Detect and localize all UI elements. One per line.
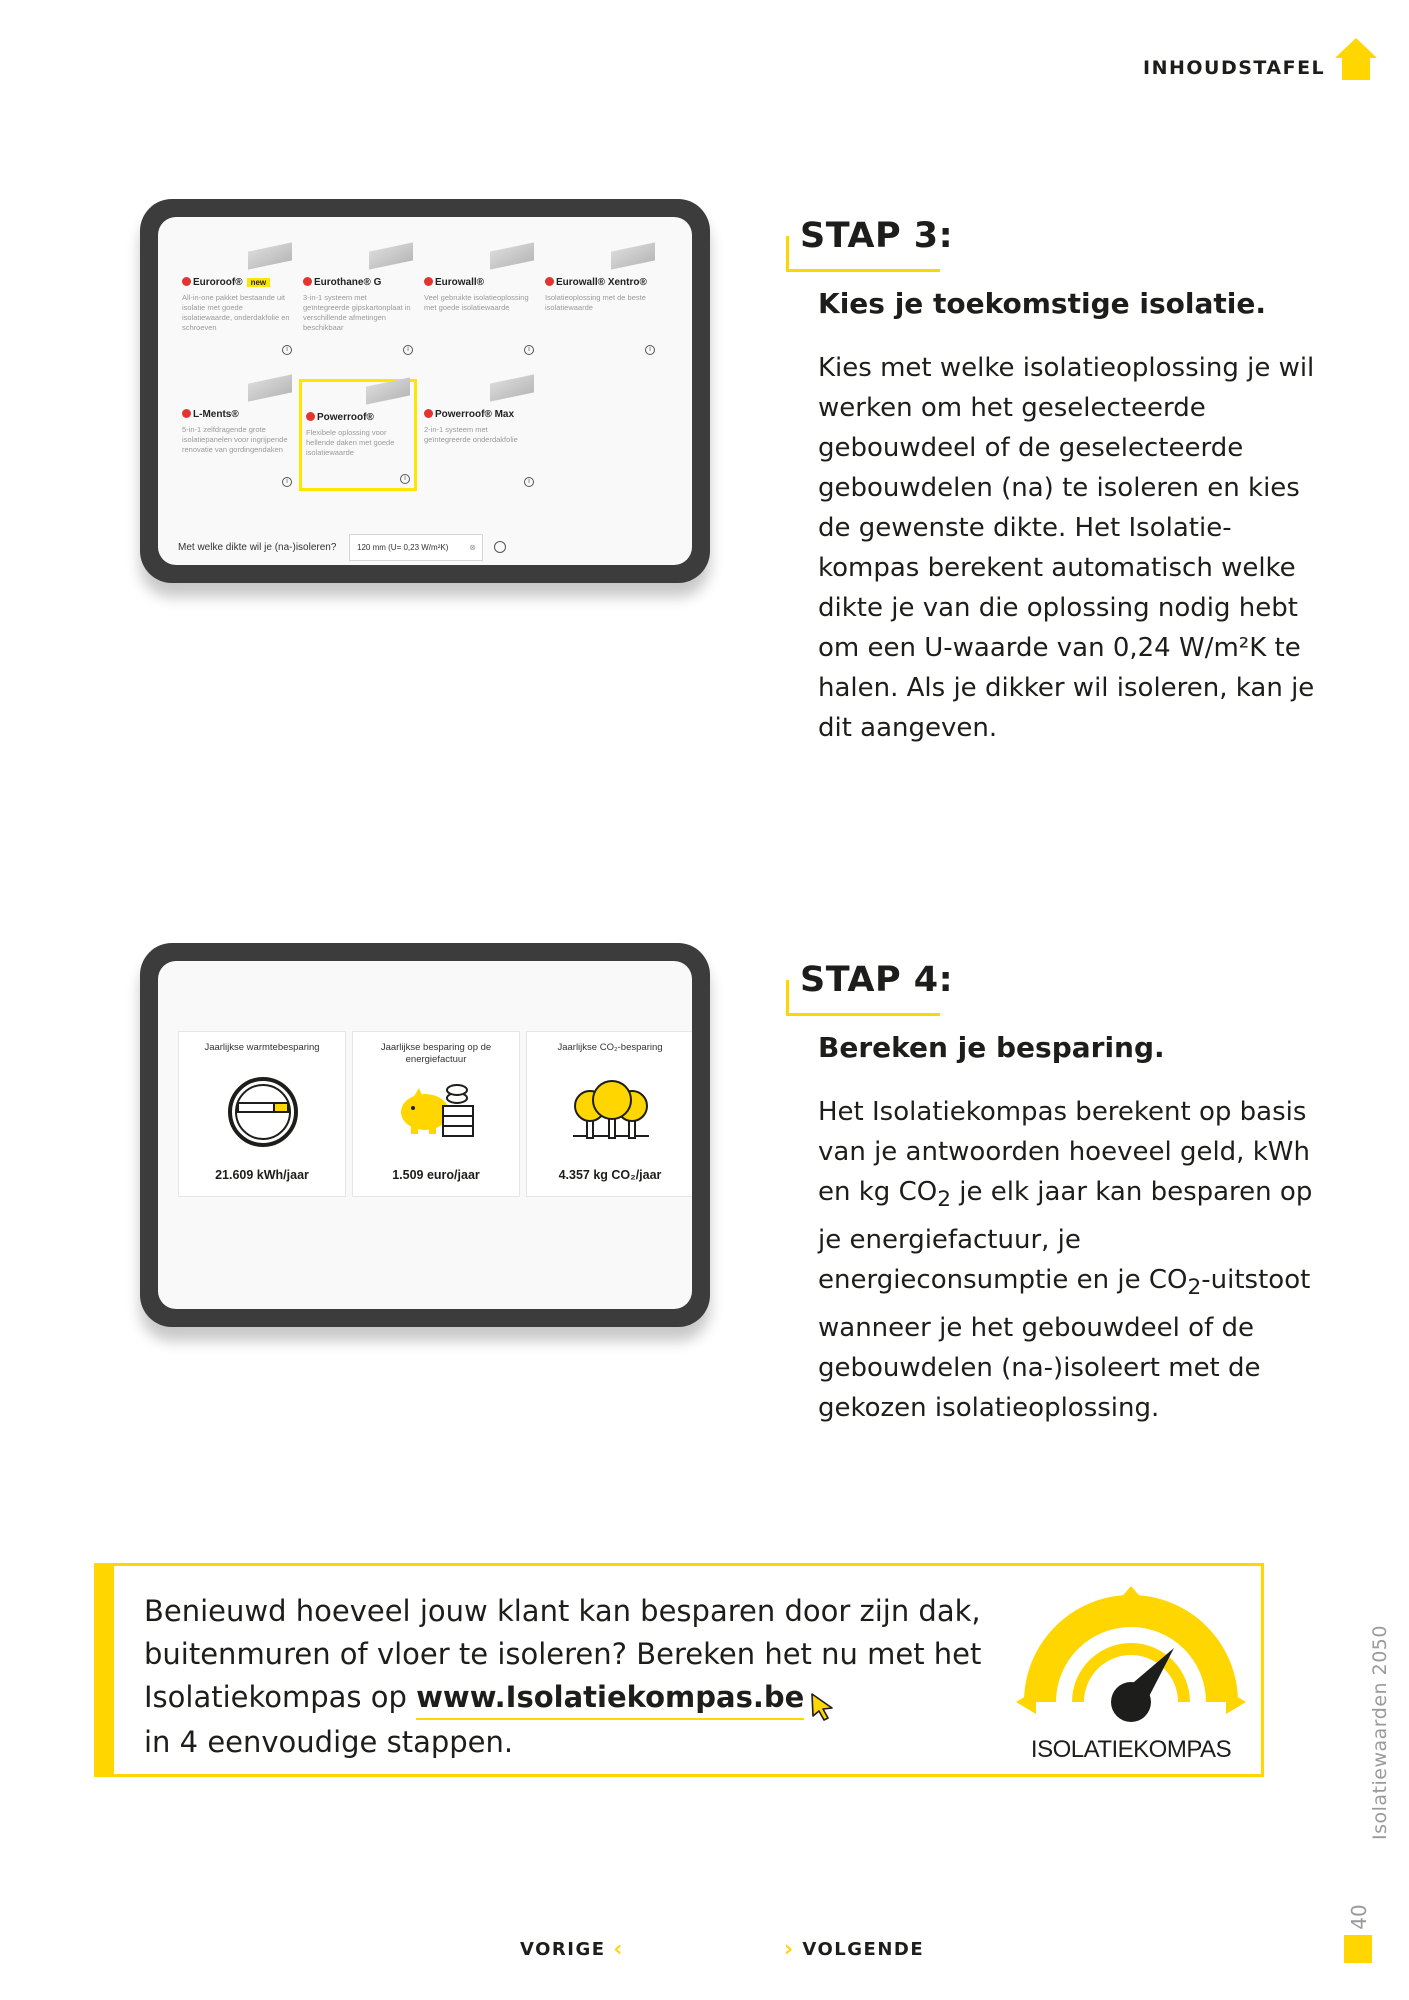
step3-body: Kies met welke isolatieoplossing je wil werken om het geselecteerde gebouwdeel of de geselecteerde gebouwdelen (na) te isoleren en kies de gewenste dikte. Het Isolatie-kompas berekent automatisch welke dikte je van die oplossing nodig hebt om een U-waarde van 0,24 W/m²K te halen. Als je dikker wil isoleren, kan je dit aangeven. (818, 353, 1315, 743)
product-card[interactable] (299, 247, 417, 359)
product-description: Flexibele oplossing voor hellende daken met goede isolatiewaarde (306, 428, 395, 457)
isolatiekompas-link[interactable]: www.Isolatiekompas.be (416, 1680, 804, 1720)
product-description: Veel gebruikte isolatieoplossing met goede isolatiewaarde (424, 293, 529, 312)
brand-dot-icon (182, 277, 191, 286)
screen-savings (158, 961, 692, 1309)
product-card[interactable] (178, 247, 296, 359)
product-thumbnail (366, 377, 410, 404)
toc-link[interactable]: INHOUDSTAFEL (1143, 57, 1326, 79)
info-icon[interactable]: i (400, 474, 410, 484)
info-icon[interactable]: i (282, 477, 292, 487)
tablet-screenshot-step4 (140, 943, 710, 1327)
product-description: 5-in-1 zelfdragende grote isolatiepanelen voor ingrijpende renovatie van gordingendaken (182, 425, 288, 454)
callout-text-before: Benieuwd hoeveel jouw klant kan besparen door zijn dak, buitenmuren of vloer te isoleren? Bereken het nu met het Isolatiekompas op (144, 1594, 982, 1714)
product-name: Eurothane® G (303, 277, 381, 288)
tablet-screenshot-step3 (140, 199, 710, 583)
step4-body: Het Isolatiekompas berekent op basis van je antwoorden hoeveel geld, kWh en kg $CO_2$ je elk jaar kan besparen op je energiefactuur, je energieconsumptie en je $CO_2$-uitstoot wanneer je het gebouwdeel of de gebouwdelen (na-)isoleert met de gekozen isolatieoplossing. (818, 1097, 1313, 1424)
product-description: 3-in-1 systeem met geïntegreerde gipskartonplaat in verschillende afmetingen beschikbaar (303, 293, 411, 332)
savings-card-title: Jaarlijkse CO₂-besparing (557, 1042, 663, 1053)
product-thumbnail (611, 242, 655, 269)
brand-dot-icon (182, 409, 191, 418)
info-icon[interactable]: i (645, 345, 655, 355)
step4-label: STAP 4: (800, 960, 954, 1000)
product-description: Isolatieoplossing met de beste isolatiewaarde (545, 293, 646, 312)
brand-dot-icon (303, 277, 312, 286)
gauge-icon (1016, 1584, 1246, 1734)
product-description: 2-in-1 systeem met geïntegreerde onderdakfolie (424, 425, 518, 444)
product-name: Euroroof® new (182, 277, 270, 288)
clear-icon[interactable]: ⊗ (469, 543, 476, 552)
info-icon[interactable]: i (524, 477, 534, 487)
previous-label: VORIGE (520, 1939, 606, 1960)
cursor-icon (808, 1691, 838, 1721)
callout-text-after: in 4 eenvoudige stappen. (144, 1725, 514, 1759)
previous-button[interactable] (520, 1937, 624, 1962)
info-icon[interactable] (494, 541, 506, 553)
callout-box (94, 1563, 1264, 1777)
savings-card-value: 1.509 euro/jaar (392, 1168, 480, 1182)
info-icon[interactable]: i (403, 345, 413, 355)
thickness-select[interactable] (349, 534, 483, 561)
brand-dot-icon (424, 409, 433, 418)
home-icon[interactable] (1334, 36, 1378, 82)
product-name: Powerroof® (306, 412, 374, 423)
brand-dot-icon (306, 412, 315, 421)
callout-text (144, 1590, 984, 1764)
chevron-left-icon: ‹ (613, 1937, 624, 1962)
thickness-value: 120 mm (U= 0,23 W/m²K) (357, 543, 449, 552)
step4-subtitle: Bereken je besparing. (818, 1031, 1165, 1064)
product-card[interactable] (178, 379, 296, 491)
step3-label: STAP 3: (800, 216, 954, 256)
product-thumbnail (369, 242, 413, 269)
product-thumbnail (248, 374, 292, 401)
product-description: All-in-one pakket bestaande uit isolatie met goede isolatiewaarde, onderdakfolie en schroeven (182, 293, 290, 332)
product-name: L-Ments® (182, 409, 239, 420)
brand-dot-icon (424, 277, 433, 286)
page-marker (1344, 1935, 1372, 1963)
step3-heading (800, 216, 953, 256)
screen-product-grid (158, 217, 692, 565)
thickness-label: Met welke dikte wil je (na-)isoleren? (178, 542, 337, 553)
trees-icon (571, 1076, 651, 1148)
savings-card-title: Jaarlijkse warmtebesparing (204, 1042, 320, 1053)
savings-card (178, 1031, 346, 1197)
product-card[interactable] (541, 247, 659, 359)
product-card[interactable] (299, 379, 417, 491)
next-label: VOLGENDE (802, 1939, 925, 1960)
product-thumbnail (248, 242, 292, 269)
chevron-right-icon: › (784, 1937, 795, 1962)
step4-corner-decoration (786, 980, 940, 1016)
document-title: Isolatiewaarden 2050 (1369, 1625, 1391, 1840)
savings-card-value: 4.357 kg CO₂/jaar (558, 1168, 662, 1182)
savings-card (352, 1031, 520, 1197)
product-card[interactable] (420, 379, 538, 491)
savings-card (526, 1031, 692, 1197)
isolatiekompas-logo (1016, 1584, 1246, 1764)
savings-card-value: 21.609 kWh/jaar (215, 1168, 309, 1182)
step3-subtitle: Kies je toekomstige isolatie. (818, 287, 1266, 320)
next-button[interactable] (784, 1937, 924, 1962)
product-thumbnail (490, 242, 534, 269)
product-name: Eurowall® Xentro® (545, 277, 647, 288)
meter-icon (223, 1076, 303, 1148)
product-name: Eurowall® (424, 277, 484, 288)
brand-dot-icon (545, 277, 554, 286)
piggy-bank-icon (397, 1076, 477, 1148)
new-badge: new (247, 278, 271, 287)
step4-heading (800, 960, 953, 1000)
page-number: 40 (1347, 1904, 1371, 1930)
product-card[interactable] (420, 247, 538, 359)
product-name: Powerroof® Max (424, 409, 514, 420)
info-icon[interactable]: i (282, 345, 292, 355)
product-thumbnail (490, 374, 534, 401)
info-icon[interactable]: i (524, 345, 534, 355)
logo-text: ISOLATIEKOMPAS (1030, 1736, 1232, 1763)
savings-card-title: Jaarlijkse besparing op de energiefactuur (380, 1042, 492, 1065)
step3-corner-decoration (786, 236, 940, 272)
